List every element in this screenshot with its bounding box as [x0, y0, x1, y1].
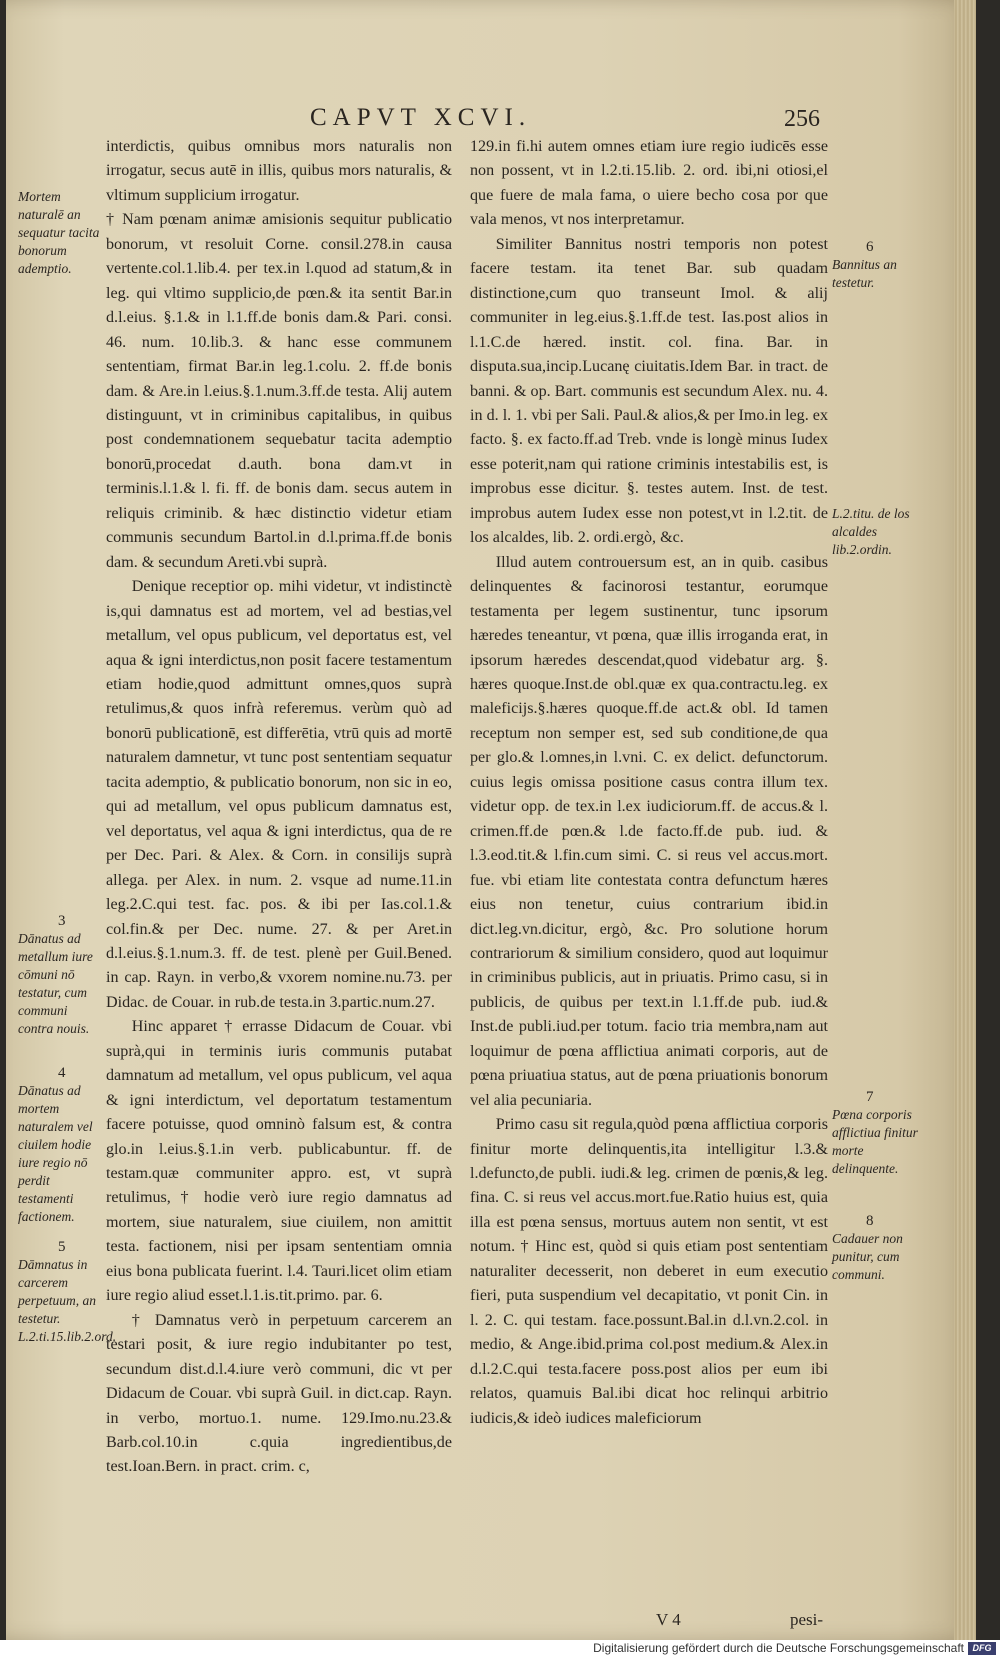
paragraph: † Damnatus verò in perpetuum carcerem an testari posit, & iure regio indubitanter po test, secundum dist.d.l.4.iure verò communi, dic vt per Didacum de Couar. vbi suprà Guil. in dict.cap. Rayn. in verbo, mortuo.1. nume. 129.Imo.nu.23.& Barb.col.10.in c.quia ingredientibus,de test.Ioan.Bern. in pract. crim. c,	[106, 1311, 452, 1476]
margin-note-number: 6	[866, 239, 874, 255]
margin-note	[832, 238, 920, 292]
paragraph: 129.in fi.hi autem omnes etiam iure regio iudicēs esse non possent, vt in l.2.ti.15.lib. 2. ord. ibi,ni otiosi,el que fuere de mala fama, o uiere becho cosa por que vala menos, vt nos interpretamur.	[470, 138, 828, 229]
margin-note	[18, 188, 100, 278]
footer-credit: Digitalisierung gefördert durch die Deutsche Forschungsgemeinschaft	[593, 1641, 964, 1655]
catchword: pesi-	[790, 1610, 824, 1629]
margin-note	[832, 505, 920, 559]
margin-note-text: Pœna corporis afflictiua finitur morte delinquente.	[832, 1107, 918, 1176]
paragraph: interdictis, quibus omnibus mors naturalis non irrogatur, secus autē in illis, quibus mors naturalis, & vltimum supplicium irrogatur.	[106, 138, 452, 204]
margin-note-text: Dānatus ad mortem naturalem vel ciuilem hodie iure regio nō perdit testamenti factionem.	[18, 1083, 93, 1224]
margin-note-number: 5	[58, 1239, 66, 1255]
paragraph: Denique receptior op. mihi videtur, vt indistinctè is,qui damnatus est ad mortem, vel ad bestias,vel metallum, vel opus publicum, vel deportatus est, vel aqua & igni interdictus,non posit facere testamentum etiam hodie,quod admittunt omnes,quos suprà retulimus,& quos infrà referemus. verùm quò ad bonorū publicationē, est differētia, vtrū quis ad mortē naturalem damnetur, vt tunc post sententiam sequatur tacita ademptio, & publicatio bonorum, non sic in eo, qui ad metallum, vel opus publicum damnatus est, vel deportatus, vel aqua & igni interdictus, qua de re per Dec. Pari. & Alex. & Corn. in consilijs suprà allega. per Alex. in num. 2. vsque ad nume.11.in leg.2.C.qui test. fac. pos. & ibi per Ias.col.1.& col.fin.& per Dec. nume. 27. & per Aret.in d.l.eius.§.1.num.3. ff. de test. plenè per Guil.Bened. in cap. Rayn. in verbo,& vxorem nomine.nu.73. per Didac. de Couar. in rub.de testa.in 3.partic.num.27.	[106, 578, 452, 1011]
left-column	[106, 135, 452, 1480]
right-column	[470, 135, 828, 1431]
margin-note-text: Bannitus an testetur.	[832, 257, 897, 290]
margin-note	[18, 912, 100, 1038]
margin-note	[18, 1064, 100, 1226]
paragraph: Illud autem controuersum est, an in quib. casibus delinquentes & facinorosi testantur, eorumque testamenta per legem sustinentur, tunc ipsorum hæredes teneantur, vt pœna, quæ illis irroganda erat, in ipsorum hæredes descendat,quod videbatur arg. §. hæres quoque.Inst.de obl.quæ ex qua.contractu.leg. ex maleficijs.§.hæres quoque.ff.de act.& obl. Id tamen receptum non semper est, sed sub conditione,de qua per glo.& l.omnes,in l.vni. C. ex delict. defunctorum. cuius legis omissa positione casus contra illum tex. videtur opp. de tex.in l.ex iudiciorum.ff. de accus.& l. crimen.ff.de pœn.& l.de facto.ff.de pub. iud. & l.3.eod.tit.& l.fin.cum simi. C. si reus vel accus.mort. fue. vbi etiam lite contestata contra defunctum hæres eius non tenetur, cuius contrarium ibid.in dict.leg.vn.dicitur, ergò, &c. Pro solutione horum contrariorum & similium considero, quod aut loquimur in criminibus publicis, aut in priuatis. Primo casu, si in publicis, de quibus per text.in l.1.ff.de pub. iud.& Inst.de publi.iud.per totum. facio tria membra,nam aut loquimur de pœna afflictiua animati corporis, aut de pœna priuatiua status, aut de pœna priuationis bonorum vel alia pecuniaria.	[470, 553, 828, 1109]
dfg-logo: DFG	[968, 1642, 996, 1655]
margin-note	[832, 1212, 920, 1284]
paragraph: Hinc apparet † errasse Didacum de Couar. vbi suprà,qui in terminis iuris communis putabat damnatum ad metallum, vel opus publicum, vel aqua & igni interdictum, vel deportatum testamentum facere potuisse, quod omninò falsum est, & contra glo.in l.eius.§.1.in verb. publicabuntur. ff. de testam.quæ communiter appro. est, vt suprà retulimus, † hodie verò iure regio damnatus ad mortem, siue naturalem, siue ciuilem, non amittit testa. factionem, nisi per ipsam sententiam omnia eius bona publicata fuerint. l.4. Tauri.licet olim etiam iure regio aliud esset.l.1.is.tit.primo. par. 6.	[106, 1018, 452, 1305]
margin-note	[18, 1238, 117, 1346]
margin-note-number: 8	[866, 1213, 874, 1229]
margin-note	[832, 1088, 920, 1178]
page-edges	[954, 0, 976, 1640]
paragraph: Primo casu sit regula,quòd pœna afflictiua corporis finitur morte delinquentis,ita intelligitur l.3.& l.defuncto,de publi. iudi.& leg. crimen de pœnis,& leg. fina. C. si reus vel accus.mort.fue.Ratio huius est, quia illa est pœna sensus, mortuus autem non sentit, vt est notum. † Hinc est, quòd si quis etiam post sententiam naturaliter decesserit, non deberet in eum executio fieri, puta suspendium vel decapitatio, vt ponit Cin. in l. 2. C. qui testam. face.possunt.Bal.in d.l.vn.2.col. in medio, & Ange.ibid.prima col.post medium.& Alex.in d.l.2.C.qui testa.facere poss.post alios per eum ibi relatos, quamuis Bal.ibi dicat hoc relinqui arbitrio iudicis,& ideò iudices maleficiorum	[470, 1116, 828, 1427]
margin-note-number: 7	[866, 1089, 874, 1105]
margin-note-text: Dānatus ad metallum iure cōmuni nō testatur, cum communi contra nouis.	[18, 931, 93, 1036]
margin-note-text: Mortem naturalē an sequatur tacita bonorum ademptio.	[18, 189, 100, 276]
running-head: CAPVT XCVI.	[310, 104, 532, 131]
margin-note-text: L.2.titu. de los alcaldes lib.2.ordin.	[832, 506, 910, 557]
signature-mark: V 4	[656, 1610, 681, 1629]
margin-note-number: 4	[58, 1065, 66, 1081]
paragraph: † Nam pœnam animæ amisionis sequitur publicatio bonorum, vt resoluit Corne. consil.278.in causa vertente.col.1.lib.4. per tex.in l.quod ad statum,& in leg. qui vltimo supplicio,de pœn.& ita sentit Bar.in d.l.eius. §.1.& in l.1.ff.de bonis dam.& Pari. consi. 46. num. 10.lib.3. & hanc esse communem sententiam, firmat Bar.in leg.1.colu. 2. ff.de bonis dam. & Are.in l.eius.§.1.num.3.ff.de testa. Alij autem distinguunt, vt in criminibus capitalibus, in quibus post condemnationem sequebatur tacita ademptio bonorū,procedat d.auth. bona dam.vt in terminis.l.1.& l. fi. ff. de bonis dam. secus autem in reliquis criminib. & hæc distinctio videtur etiam communis secundum Bartol.in d.l.prima.ff.de bonis dam. & secundum Areti.vbi suprà.	[106, 211, 452, 571]
margin-note-number: 3	[58, 913, 66, 929]
paragraph: Similiter Bannitus nostri temporis non potest facere testam. ita tenet Bar. sub quadam distinctione,cum quo transeunt Imol. & alij communiter in leg.eius.§.1.ff.de test. Ias.post alios in l.1.C.de hæred. instit. col. fina. Bar. in disputa.sua,incip.Lucanę ciuitatis.Idem Bar. in tract. de banni. & op. Bart. communis est secundum Alex. nu. 4. in d. l. 1. vbi per Sali. Paul.& alios,& per Imo.in leg. ex facto. §. ex facto.ff.ad Treb. vnde is longè minus Iudex esse poterit,nam qui ratione criminis intestabilis est, is improbus esse dicitur. §. testes autem. Inst. de test. improbus autem Iudex esse non potest,vt in l.2.tit. de los alcaldes, lib. 2. ordi.ergò, &c.	[470, 235, 828, 547]
page-number: 256	[784, 106, 820, 132]
margin-note-text: Dāmnatus in carcerem perpetuum, an testetur. L.2.ti.15.lib.2.ord.	[18, 1257, 117, 1344]
margin-note-text: Cadauer non punitur, cum communi.	[832, 1231, 903, 1282]
